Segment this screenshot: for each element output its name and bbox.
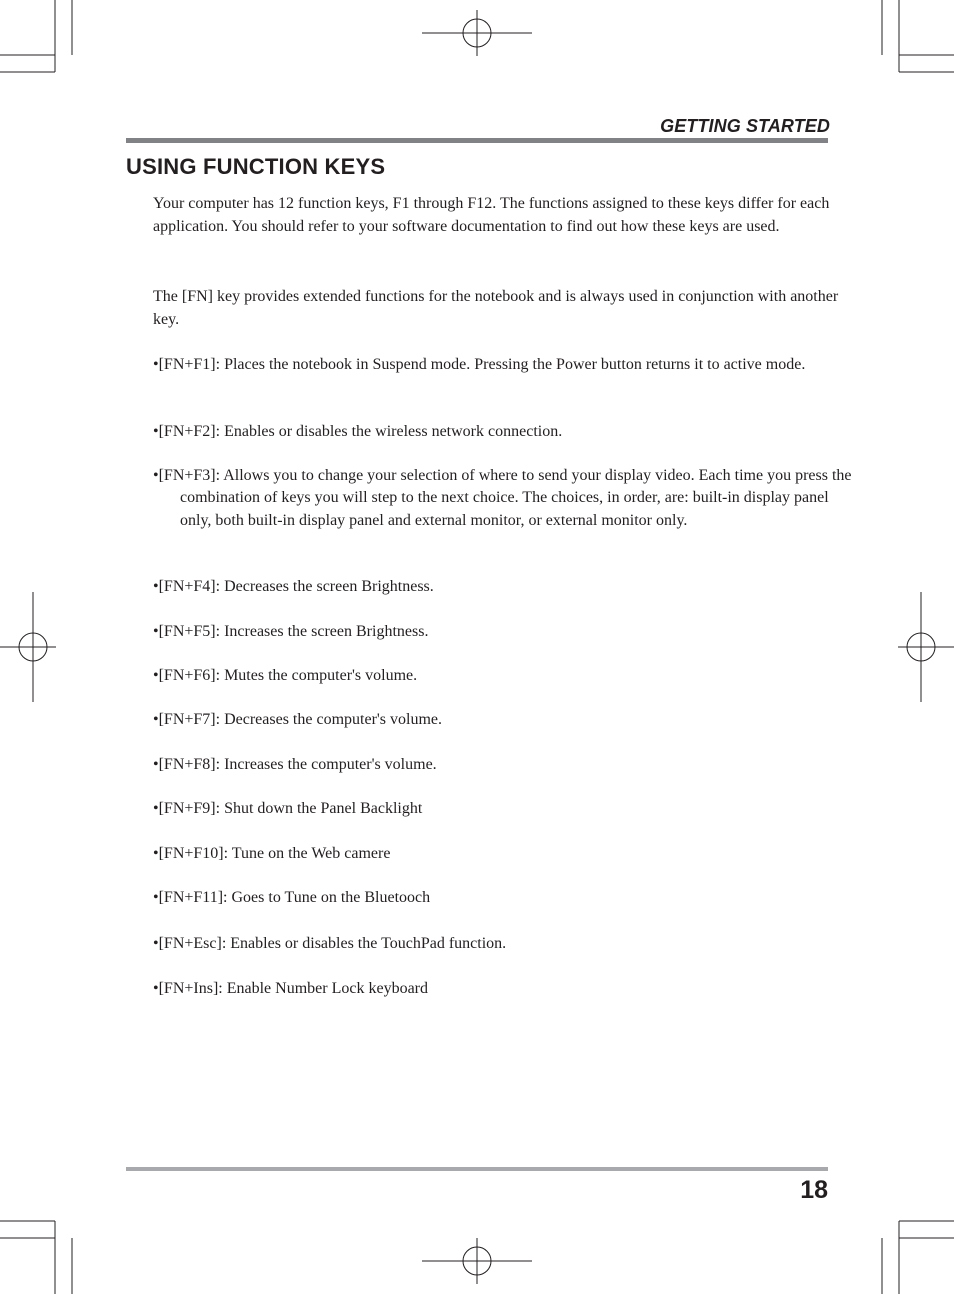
- list-item-fn-f10: •[FN+F10]: Tune on the Web camere: [153, 845, 391, 862]
- list-item-fn-f5: •[FN+F5]: Increases the screen Brightness.: [153, 623, 429, 640]
- page-number: 18: [800, 1176, 828, 1204]
- list-item-fn-f2: •[FN+F2]: Enables or disables the wireless network connection.: [153, 423, 563, 440]
- list-item-fn-f9: •[FN+F9]: Shut down the Panel Backlight: [153, 800, 423, 817]
- list-item-fn-esc: •[FN+Esc]: Enables or disables the TouchPad function.: [153, 935, 507, 952]
- intro-paragraph: Your computer has 12 function keys, F1 through F12. The functions assigned to these keys differ for each application. You should refer to your software documentation to find out how these keys are used.: [153, 195, 830, 235]
- running-header: GETTING STARTED: [660, 116, 830, 136]
- fn-key-paragraph: The [FN] key provides extended functions for the notebook and is always used in conjunction with another key.: [153, 288, 839, 328]
- list-item-fn-f11: •[FN+F11]: Goes to Tune on the Bluetooch: [153, 889, 431, 906]
- list-item-fn-ins: •[FN+Ins]: Enable Number Lock keyboard: [153, 980, 428, 997]
- list-item-fn-f4: •[FN+F4]: Decreases the screen Brightness.: [153, 578, 434, 595]
- list-item-fn-f8: •[FN+F8]: Increases the computer's volume.: [153, 756, 437, 773]
- header-rule: [126, 138, 828, 143]
- list-item-fn-f6: •[FN+F6]: Mutes the computer's volume.: [153, 667, 418, 684]
- list-item-fn-f3: •[FN+F3]: Allows you to change your selection of where to send your display video. Each time you press the combination of keys you will step to the next choice. The choices, in order, are: built-in display panel only, both built-in display panel and external monitor, or external monitor only.: [153, 467, 852, 529]
- page-title: USING FUNCTION KEYS: [126, 154, 386, 179]
- footer-rule: [126, 1167, 828, 1171]
- list-item-fn-f1: •[FN+F1]: Places the notebook in Suspend mode. Pressing the Power button returns it to active mode.: [153, 356, 806, 373]
- list-item-fn-f7: •[FN+F7]: Decreases the computer's volume.: [153, 711, 442, 728]
